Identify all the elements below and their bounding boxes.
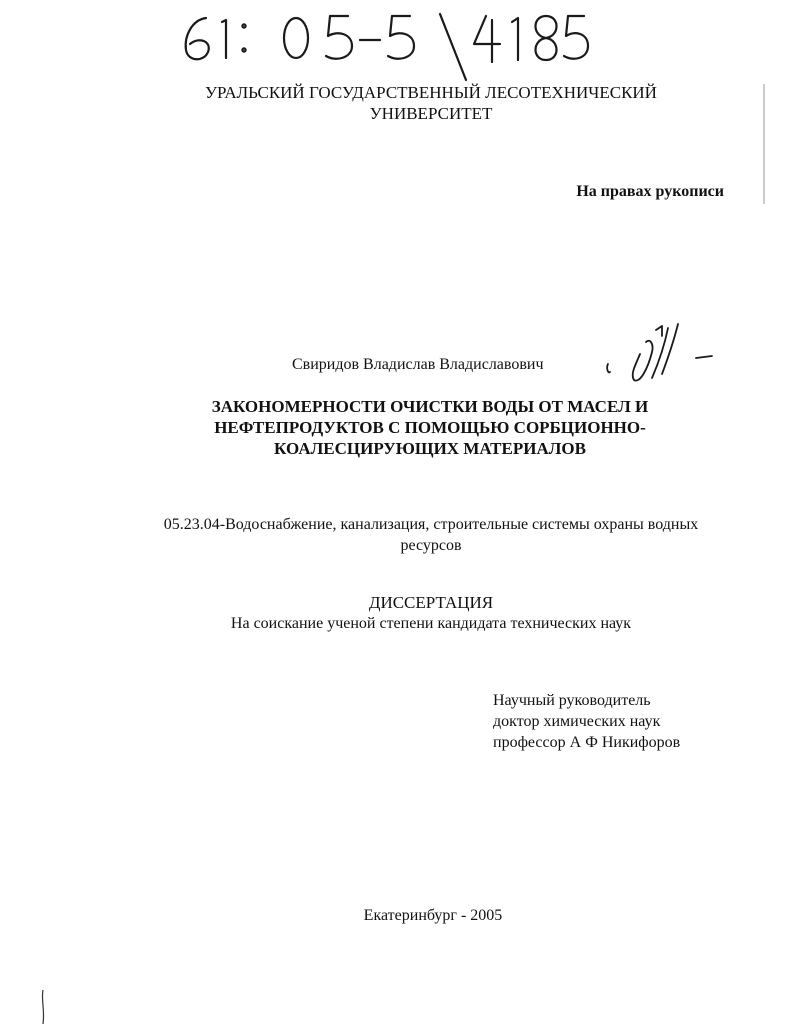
scientific-advisor (493, 690, 680, 753)
city-and-year: Екатеринбург - 2005 (363, 907, 503, 924)
university-name-line2: УНИВЕРСИТЕТ (369, 104, 493, 123)
degree-sought: На соискание ученой степени кандидата технических наук (230, 615, 632, 632)
university-name (0, 82, 796, 124)
author-signature (600, 318, 720, 398)
advisor-name: профессор А Ф Никифоров (493, 734, 681, 751)
signature-drawing (600, 318, 720, 398)
dissertation-title-line3: КОАЛЕСЦИРУЮЩИХ МАТЕРИАЛОВ (274, 439, 586, 458)
advisor-label: Научный руководитель (493, 692, 651, 709)
handwritten-catalog-number (0, 0, 600, 90)
dissertation-title-line1: ЗАКОНОМЕРНОСТИ ОЧИСТКИ ВОДЫ ОТ МАСЕЛ И (211, 397, 649, 416)
document-type (0, 592, 796, 634)
scan-corner-mark-drawing (40, 990, 46, 1024)
scan-corner-mark (40, 990, 46, 1024)
specialty-line2: ресурсов (400, 537, 462, 554)
specialty-line1: 05.23.04-Водоснабжение, канализация, строительные системы охраны водных (163, 516, 699, 533)
dissertation-title-line2: НЕФТЕПРОДУКТОВ С ПОМОЩЬЮ СОРБЦИОННО- (214, 418, 646, 437)
manuscript-rights-note: На правах рукописи (576, 183, 724, 200)
document-type-label: ДИССЕРТАЦИЯ (368, 593, 494, 612)
university-name-line1: УРАЛЬСКИЙ ГОСУДАРСТВЕННЫЙ ЛЕСОТЕХНИЧЕСКИЙ (205, 83, 657, 102)
specialty-code (0, 514, 796, 556)
handwritten-catalog-number-drawing (0, 0, 600, 90)
dissertation-title (0, 396, 796, 459)
author-name: Свиридов Владислав Владиславович (292, 356, 544, 373)
advisor-degree: доктор химических наук (493, 713, 661, 730)
